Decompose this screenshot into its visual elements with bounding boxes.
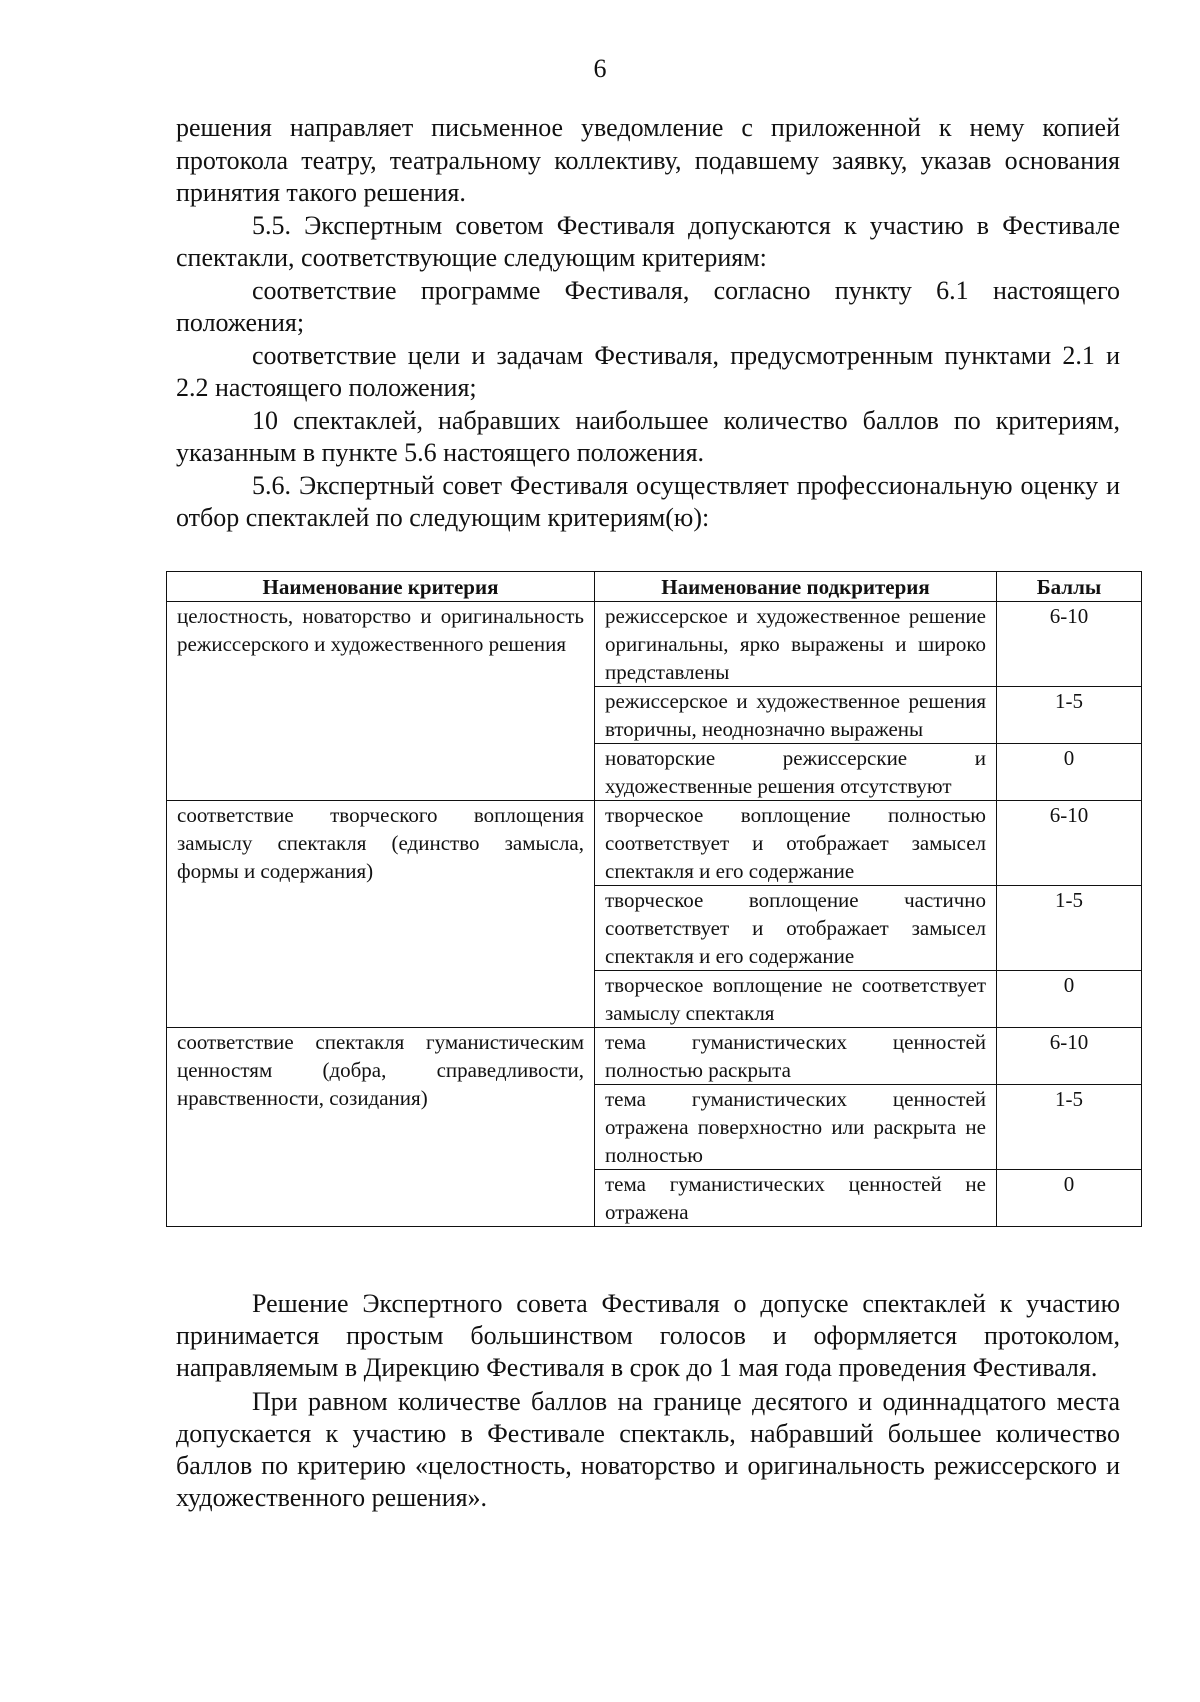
score-cell: 0 bbox=[997, 1170, 1142, 1227]
paragraph-5-6: 5.6. Экспертный совет Фестиваля осуществляет профессиональную оценку и отбор спектаклей по следующим критериям(ю): bbox=[176, 470, 1120, 532]
header-criterion: Наименование критерия bbox=[167, 572, 595, 602]
subcriterion-cell: новаторские режиссерские и художественные решения отсутствуют bbox=[595, 744, 997, 801]
criterion-cell: целостность, новаторство и оригинальность режиссерского и художественного решения bbox=[167, 602, 595, 801]
score-cell: 1-5 bbox=[997, 1085, 1142, 1170]
score-cell: 0 bbox=[997, 744, 1142, 801]
score-cell: 6-10 bbox=[997, 1028, 1142, 1085]
paragraph-5-5: 5.5. Экспертным советом Фестиваля допускаются к участию в Фестивале спектакли, соответствующие следующим критериям: bbox=[176, 210, 1120, 272]
subcriterion-cell: творческое воплощение не соответствует замыслу спектакля bbox=[595, 971, 997, 1028]
table-header-row bbox=[167, 572, 1142, 602]
paragraph-criterion-program: соответствие программе Фестиваля, согласно пункту 6.1 настоящего положения; bbox=[176, 275, 1120, 337]
paragraph-decision: Решение Экспертного совета Фестиваля о допуске спектаклей к участию принимается простым большинством голосов и оформляется протоколом, направляемым в Дирекцию Фестиваля в срок до 1 мая года проведения Фестиваля. bbox=[176, 1289, 1120, 1382]
criterion-cell: соответствие спектакля гуманистическим ценностям (добра, справедливости, нравственности, созидания) bbox=[167, 1028, 595, 1227]
paragraph-continuation: решения направляет письменное уведомление с приложенной к нему копией протокола театру, театральному коллективу, подавшему заявку, указав основания принятия такого решения. bbox=[176, 113, 1120, 207]
page-number: 6 bbox=[593, 54, 607, 83]
intro-text bbox=[176, 112, 1120, 535]
subcriterion-cell: тема гуманистических ценностей отражена поверхностно или раскрыта не полностью bbox=[595, 1085, 997, 1170]
header-score: Баллы bbox=[997, 572, 1142, 602]
closing-text bbox=[176, 1286, 1120, 1514]
paragraph-tie-rule: При равном количестве баллов на границе десятого и одиннадцатого места допускается к участию в Фестивале спектакль, набравший большее количество баллов по критерию «целостность, новаторство и оригинальность режиссерского и художественного решения». bbox=[176, 1387, 1120, 1512]
criteria-table bbox=[166, 571, 1142, 1227]
header-subcriterion: Наименование подкритерия bbox=[595, 572, 997, 602]
score-cell: 0 bbox=[997, 971, 1142, 1028]
score-cell: 6-10 bbox=[997, 602, 1142, 687]
subcriterion-cell: тема гуманистических ценностей не отражена bbox=[595, 1170, 997, 1227]
score-cell: 1-5 bbox=[997, 687, 1142, 744]
subcriterion-cell: режиссерское и художественное решение оригинальны, ярко выражены и широко представлены bbox=[595, 602, 997, 687]
score-cell: 1-5 bbox=[997, 886, 1142, 971]
subcriterion-cell: творческое воплощение полностью соответствует и отображает замысел спектакля и его содержание bbox=[595, 801, 997, 886]
paragraph-criterion-top10: 10 спектаклей, набравших наибольшее количество баллов по критериям, указанным в пункте 5.6 настоящего положения. bbox=[176, 405, 1120, 467]
table-row bbox=[167, 602, 1142, 687]
subcriterion-cell: творческое воплощение частично соответствует и отображает замысел спектакля и его содержание bbox=[595, 886, 997, 971]
paragraph-criterion-goals: соответствие цели и задачам Фестиваля, предусмотренным пунктами 2.1 и 2.2 настоящего положения; bbox=[176, 340, 1120, 402]
subcriterion-cell: режиссерское и художественное решения вторичны, неоднозначно выражены bbox=[595, 687, 997, 744]
table-row bbox=[167, 801, 1142, 886]
score-cell: 6-10 bbox=[997, 801, 1142, 886]
subcriterion-cell: тема гуманистических ценностей полностью раскрыта bbox=[595, 1028, 997, 1085]
table-row bbox=[167, 1028, 1142, 1085]
criterion-cell: соответствие творческого воплощения замыслу спектакля (единство замысла, формы и содержания) bbox=[167, 801, 595, 1028]
